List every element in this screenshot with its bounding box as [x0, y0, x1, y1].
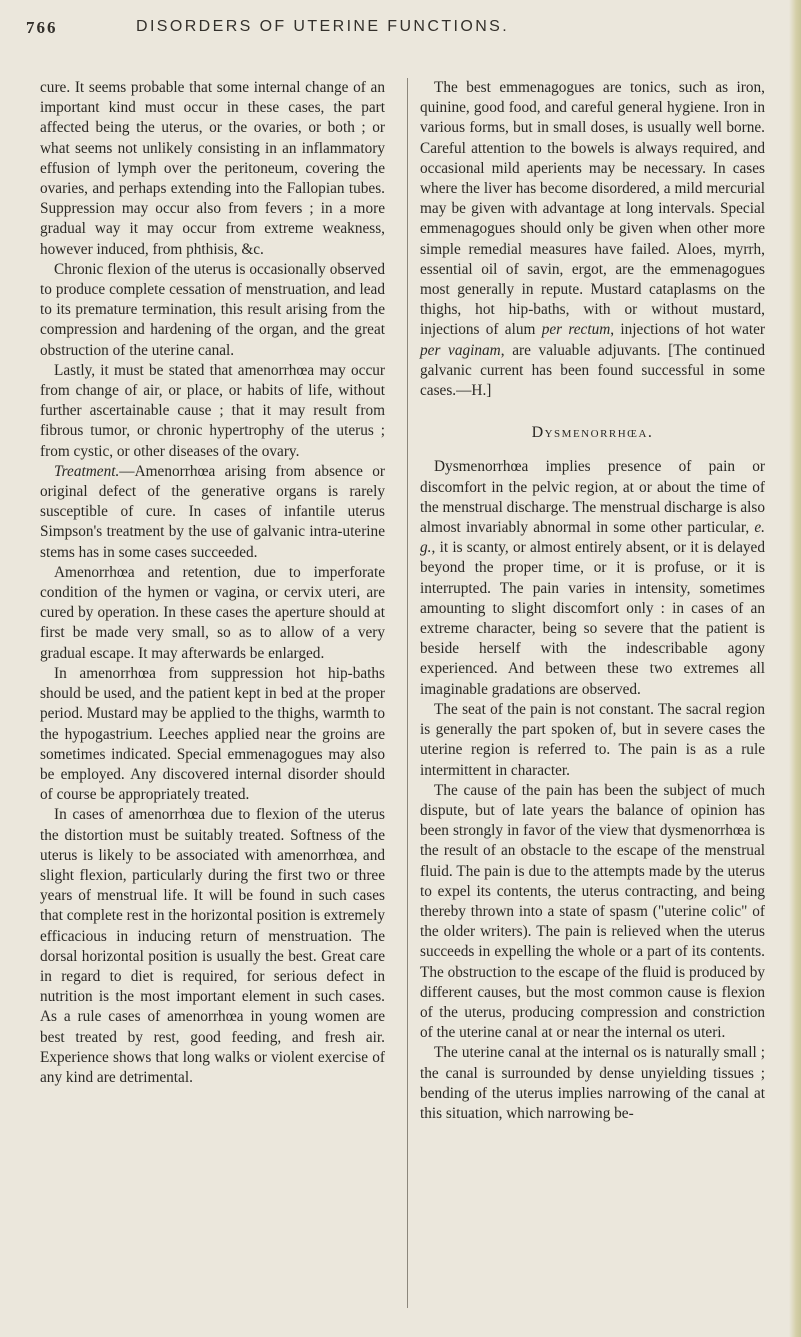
right-column — [420, 78, 765, 1124]
paragraph: Chronic flexion of the uterus is occasionally observed to produce complete cessation of menstruation, and lead to its premature termination, this result arising from the compression and hardening of the organ, and the great obstruction of the uterine canal. — [40, 260, 385, 359]
paragraph-text: Dysmenorrhœa implies presence of pain or discomfort in the pelvic region, at or about the time of the menstrual discharge. The menstrual discharge is also almost invariably abnormal in some other particular, — [420, 458, 765, 537]
paragraph: Amenorrhœa and retention, due to imperforate condition of the hymen or vagina, or cervix uteri, are cured by operation. In these cases the aperture should at first be made very small, so as to allow of a very gradual escape. It may afterwards be enlarged. — [40, 563, 385, 662]
column-divider — [407, 78, 408, 1308]
paragraph: The uterine canal at the internal os is naturally small ; the canal is surrounded by dense unyielding tissues ; bending of the uterus implies narrowing of the canal at this situation, which narrowing be- — [420, 1044, 765, 1122]
paragraph — [40, 462, 385, 563]
paragraph — [420, 457, 765, 699]
paragraph — [420, 78, 765, 401]
page-number: 766 — [26, 18, 58, 37]
paragraph: In cases of amenorrhœa due to flexion of the uterus the distortion must be suitably treated. Softness of the uterus is likely to be associated with amenorrhœa, and slight flexion, particularly during the first two or three years of menstrual life. It will be found in such cases that complete rest in the horizontal position is extremely efficacious in inducing return of menstruation. The dorsal horizontal position is usually the best. Great care in regard to diet is required, for serious defect in nutrition is the most important element in such cases. As a rule cases of amenorrhœa in young women are best treated by rest, good feeding, and fresh air. Experience shows that long walks or violent exercise of any kind are detrimental. — [40, 806, 385, 1086]
left-column — [40, 78, 385, 1088]
section-heading: Dysmenorrhœa. — [531, 424, 654, 442]
treatment-label: Treatment. — [54, 462, 120, 480]
paragraph: In amenorrhœa from suppression hot hip-baths should be used, and the patient kept in bed at the proper period. Mustard may be applied to the thighs, warmth to the hypogastrium. Leeches applied near the groins are sometimes indicated. Special emmenagogues may also be employed. Any discovered internal disorder should of course be appropriately treated. — [40, 664, 385, 804]
paragraph-text: , are valuable adjuvants. [The continued galvanic current has been found successful in some cases.—H.] — [420, 341, 765, 400]
paragraph: cure. It seems probable that some internal change of an important kind must occur in these cases, the part affected being the uterus, or the ovaries, or both ; or what seems not unlikely consisting in an inflammatory effusion of lymph over the peritoneum, covering the ovaries, and perhaps extending into the Fallopian tubes. Suppression may occur also from fevers ; in a more gradual way it may occur from extreme weakness, however induced, from phthisis, &c. — [40, 79, 385, 258]
italic-term: per rectum — [541, 321, 611, 339]
paragraph-text: —Amenorrhœa arising from absence or original defect of the generative organs is rarely susceptible of cure. In cases of infantile uterus Simpson's treatment by the use of galvanic intra-uterine stems has in some cases succeeded. — [40, 462, 385, 561]
italic-term: per vaginam — [420, 341, 501, 359]
running-header — [26, 18, 786, 44]
italic-term: e. g. — [420, 519, 765, 557]
paragraph: The cause of the pain has been the subject of much dispute, but of late years the balance of opinion has been strongly in favor of the view that dysmenorrhœa is the result of an obstacle to the escape of the menstrual fluid. The pain is due to the attempts made by the uterus to expel its contents, the uterus contracting, and being thereby thrown into a state of spasm ("uterine colic" of the older writers). The pain is relieved when the uterus succeeds in expelling the whole or a part of its contents. The obstruction to the escape of the fluid is produced by different causes, but the most common cause is flexion of the uterus, producing compression and constriction of the uterine canal at or near the internal os uteri. — [420, 781, 765, 1042]
paragraph-text: The best emmenagogues are tonics, such as iron, quinine, good food, and careful general hygiene. Iron in various forms, but in small doses, is usually well borne. Careful attention to the bowels is always required, and occasional mild aperients may be necessary. In cases where the liver has become disordered, a mild mercurial may be given with advantage at long intervals. Special emmenagogues should only be given when other more simple remedial measures have failed. Aloes, myrrh, essential oil of savin, ergot, are the emmenagogues most generally in repute. Mustard cataplasms on the thighs, hot hip-baths, with or without mustard, injections of alum — [420, 79, 765, 339]
page-edge — [789, 0, 801, 1337]
paragraph: The seat of the pain is not constant. The sacral region is generally the part spoken of, but in severe cases the uterine region is referred to. The pain is as a rule intermittent in character. — [420, 700, 765, 779]
running-title: DISORDERS OF UTERINE FUNCTIONS. — [136, 18, 510, 35]
paragraph: Lastly, it must be stated that amenorrhœa may occur from change of air, or place, or habits of life, without further ascertainable cause ; that it may result from fibrous tumor, or chronic hypertrophy of the uterus ; from cystic, or other diseases of the ovary. — [40, 361, 385, 460]
paragraph-text: , injections of hot water — [610, 321, 766, 339]
paragraph-text: , it is scanty, or almost entirely absent, or it is delayed beyond the proper time, or it is profuse, or it is interrupted. The pain varies in intensity, sometimes amounting to slight discomfort only : in cases of an extreme character, being so severe that the patient is beside herself with the indescribable agony experienced. And between these two extremes all imaginable gradations are observed. — [420, 539, 765, 698]
